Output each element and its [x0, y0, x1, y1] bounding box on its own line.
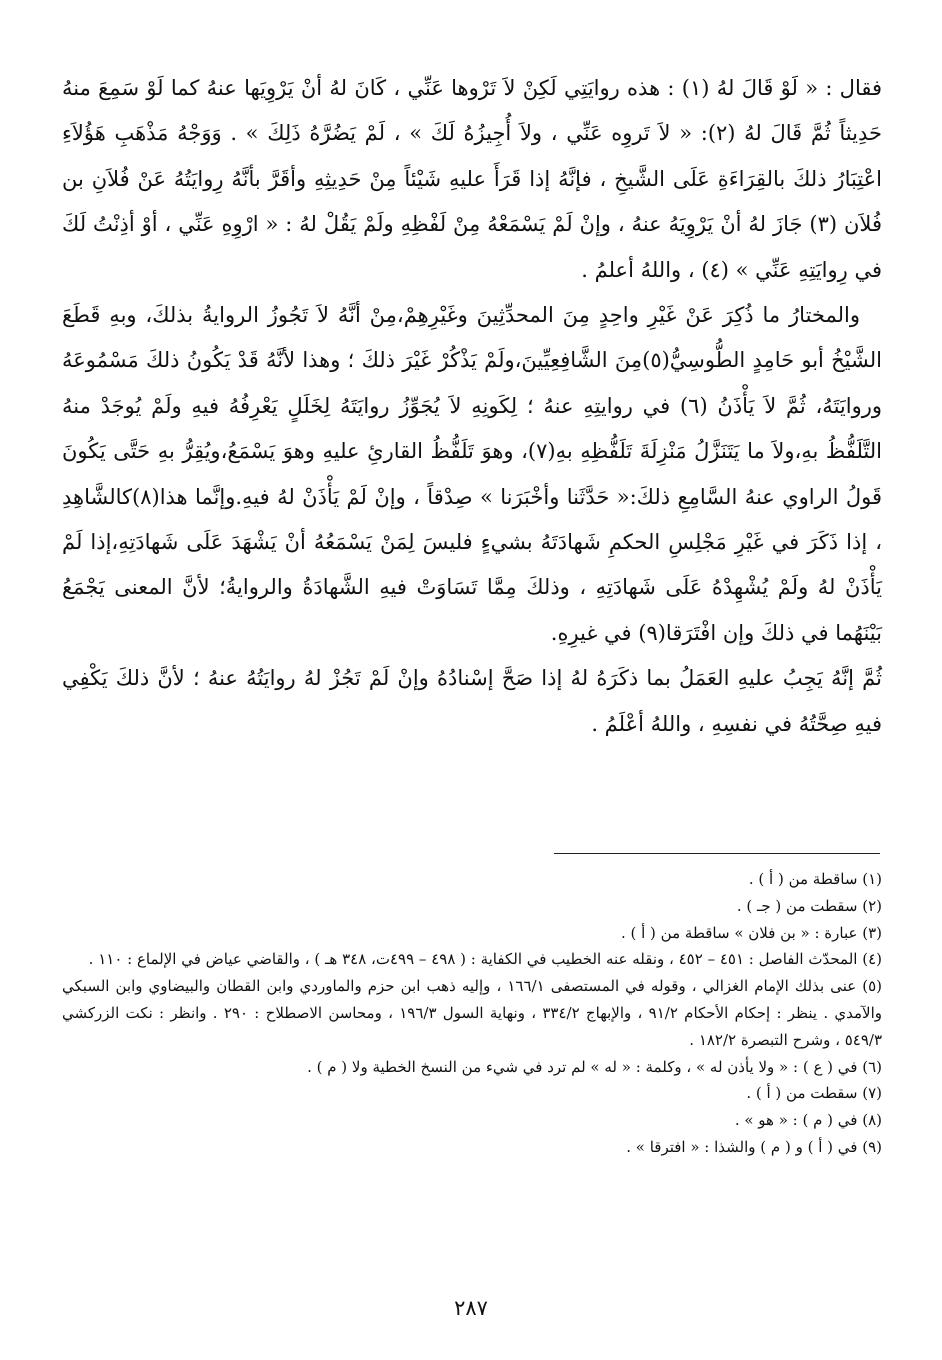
paragraph: والمختارُ ما ذُكِرَ عَنْ غَيْرِ واحِدٍ مِنَ المحدِّثِينَ وغَيْرِهِمْ،مِنْ أنَّهُ لاَ تَجُوزُ الروايةُ بذلكَ، وبهِ قَطَعَ الشَّيْخُ أبو حَامِدٍ الطُّوسِيُّ(٥)مِنَ الشَّافِعِيِّينَ،ولَمْ يَذْكُرْ غَيْرَ ذلكَ ؛ وهذا لأنَّهُ قَدْ يَكُونُ ذلكَ مَسْمُوعَهُ وروايَتَهُ، ثُمَّ لاَ يَأْذَنُ (٦) في روايتِهِ عنهُ ؛ لِكَونِهِ لاَ يُجَوِّزُ روايَتَهُ لِخَلَلٍ يَعْرِفُهُ فيهِ ولَمْ يُوجَدْ منهُ التَّلَفُّظُ بهِ،ولاَ ما يَتَنَزَّلُ مَنْزِلَةَ تَلَفُّظِهِ بهِ(٧)، وهوَ تَلَفُّظُ القارئِ عليهِ وهوَ يَسْمَعُ،ويُقِرُّ بهِ حَتَّى يَكُونَ قَولُ الراوي عنهُ السَّامِعِ ذلكَ:« حَدَّثَنا وأخْبَرَنا » صِدْقاً ، وإنْ لَمْ يَأْذَنْ لهُ فيهِ.وإنَّما هذا(٨)كالشَّاهِدِ ، إذا ذَكَرَ في غَيْرِ مَجْلِسِ الحكمِ شَهادَتَهُ بشيءٍ فليسَ لِمَنْ يَسْمَعُهُ أنْ يَشْهَدَ عَلَى شَهادَتِهِ،إذا لَمْ يَأْذَنْ لهُ ولَمْ يُشْهِدْهُ عَلَى شَهادَتِهِ ، وذلكَ مِمَّا تَسَاوَتْ فيهِ الشَّهادَةُ والروايةُ؛ لأنَّ المعنى يَجْمَعُ بَيْنَهُما في ذلكَ وإن افْتَرَقا(٩) في غيرِهِ.	[62, 303, 883, 645]
page-number: ٢٨٧	[454, 1296, 488, 1320]
paragraph: ثُمَّ إنَّهُ يَجِبُ عليهِ العَمَلُ بما ذكَرَهُ لهُ إذا صَحَّ إسْنادُهُ وإنْ لَمْ تَجُزْ لهُ روايَتُهُ عنهُ ؛ لأنَّ ذلكَ يَكْفِي فيهِ صِحَّتُهُ في نفسِهِ ، واللهُ أعْلَمُ .	[62, 666, 882, 736]
footnote: (٦) في ( ع ) : « ولا يأذن له » ، وكلمة : « له » لم ترد في شيء من النسخ الخطية ولا ( م ) .	[307, 1057, 882, 1076]
footnote: (٨) في ( م ) : « هو » .	[734, 1111, 882, 1130]
footnote: (٤) المحدّث الفاصل : ٤٥١ – ٤٥٢ ، ونقله عنه الخطيب في الكفاية : ( ٤٩٨ – ٤٩٩ت، ٣٤٨ هـ ) ، والقاضي عياض في الإلماع : ١١٠ .	[88, 950, 882, 969]
footnote: (٩) في ( أ ) و ( م ) والشذا : « افترقا » .	[626, 1137, 882, 1156]
footnote: (٢) سقطت من ( جـ ) .	[736, 896, 882, 915]
footnote: (٥) عنى بذلك الإمام الغزالي ، وقوله في المستصفى ١٦٦/١ ، وإليه ذهب ابن حزم والماوردي وابن القطان والبيضاوي وابن السبكي والآمدي . ينظر : إحكام الأحكام ٩١/٢ ، والإبهاج ٣٣٤/٢ ، ونهاية السول ١٩٦/٣ ، ومحاسن الاصطلاح : ٢٩٠ . وانظر : نكت الزركشي ٥٤٩/٣ ، وشرح التبصرة ١٨٢/٢ .	[62, 977, 882, 1049]
paragraph: فقال : « لَوْ قَالَ لهُ (١) : هذه روايَتِي لَكِنْ لاَ تَرْوها عَنِّي ، كَانَ لهُ أنْ يَرْوِيَها عنهُ كما لَوْ سَمِعَ منهُ حَدِيثاً ثُمَّ قَالَ لهُ (٢): « لاَ تَروِه عَنِّي ، ولاَ أُجِيزُهُ لَكَ » ، لَمْ يَضُرَّهُ ذَلِكَ » . وَوَجْهُ مَذْهَبِ هَؤُلاَءِ اعْتِبَارُ ذلكَ بالقِرَاءَةِ عَلَى الشَّيخِ ، فإنَّهُ إذا قَرَأَ عليهِ شَيْئاً مِنْ حَدِيثِهِ وأقَرَّ بأنَّهُ رِوايَتُهُ عَنْ فُلاَنِ بن فُلاَن (٣) جَازَ لهُ أنْ يَرْوِيَهُ عنهُ ، وإنْ لَمْ يَسْمَعْهُ مِنْ لَفْظِهِ ولَمْ يَقُلْ لهُ : « ارْوِهِ عَنِّي ، أوْ أذِنْتُ لَكَ في رِوايَتِهِ عَنِّي » (٤) ، واللهُ أعلمُ .	[62, 76, 883, 282]
main-text	[62, 66, 882, 747]
footnote: (١) ساقطة من ( أ ) .	[748, 870, 882, 888]
footnote: (٧) سقطت من ( أ ) .	[746, 1084, 882, 1103]
footnote-separator	[554, 853, 880, 854]
footnote: (٣) عبارة : « بن فلان » ساقطة من ( أ ) .	[620, 923, 882, 942]
footnotes	[62, 866, 882, 1161]
